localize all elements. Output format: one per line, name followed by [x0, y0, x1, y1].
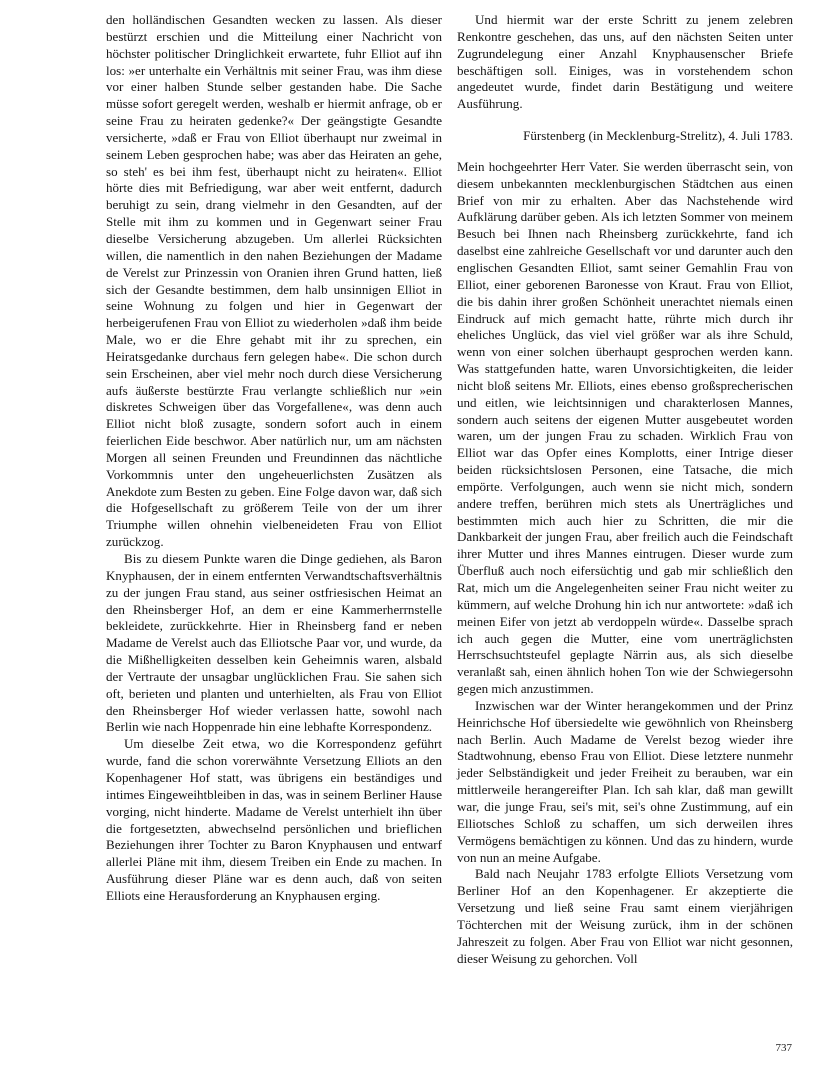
left-paragraph-1: den holländischen Gesandten wecken zu lassen. Als dieser bestürzt erschien und die Mitteilung einer Nachricht von höchster politischer Dringlichkeit erwartete, fuhr Elliot auf ihn los: »er unterhalte ein Verhältnis mit seiner Frau, was ihm diese vor einer halben Stunde selber gestanden habe. Die Sache müsse sofort geregelt werden, weshalb er hiermit anfrage, ob er seine Frau zu heiraten gedenke?« Der geängstigte Gesandte versicherte, »daß er Frau von Elliot überhaupt nur zweimal in seinem Leben gesprochen habe; was aber das Heiraten an gehe, so steh' es bei ihm fest, überhaupt nicht zu heiraten«. Elliot hörte dies mit Befriedigung, war aber weit entfernt, dadurch beruhigt zu sein, drang vielmehr in den Gesandten, auf der Stelle mit ihm zu kommen und in Gegenwart seiner Frau dieselbe Versicherung abzugeben. Um allerlei Rücksichten willen, die namentlich in den nahen Beziehungen der Madame de Verelst zur Prinzessin von Oranien ihren Grund hatten, ließ sich der Gesandte bestimmen, dem halb unsinnigen Elliot in seine Wohnung zu folgen und hier in Gegenwart der herbeigerufenen Frau von Elliot zu wiederholen »daß ihm beide Male, wo er die Ehre gehabt mit ihr zu sprechen, ein Heiratsgedanke durchaus fern gelegen habe«. Die schon durch sein Erscheinen, aber viel mehr noch durch diese Versicherung aufs äußerste bestürzte Frau verlangte schließlich nur »ein diskretes Schweigen über das Vorgefallene«, was denn auch Elliot nicht bloß zusagte, sondern sofort auch in einem feierlichen Eide beschwor. Aber natürlich nur, um am nächsten Morgen all seinen Freunden und Freundinnen das nächtliche Vorkommnis unter den ungeheuerlichsten Zusätzen als Anekdote zum Besten zu geben. Eine Folge davon war, daß sich die Hofgesellschaft zu größerem Teile von der um ihrer Triumphe willen ohnehin vielbeneideten Frau von Elliot zurückzog. [106, 12, 442, 550]
right-intro-paragraph: Und hiermit war der erste Schritt zu jenem zelebren Renkontre geschehen, das uns, auf den nächsten Seiten unter Zugrundelegung einer Anzahl Knyphausenscher Briefe beschäftigen soll. Einiges, was in vorstehendem schon angedeutet wurde, findet darin Bestätigung und weitere Ausführung. [457, 12, 793, 112]
letter-paragraph-2: Inzwischen war der Winter herangekommen und der Prinz Heinrichsche Hof übersiedelte wie gewöhnlich von Rheinsberg nach Berlin. Auch Madame de Verelst bezog wieder ihre Stadtwohnung, ebenso Frau von Elliot. Diese letztere nunmehr jeder Selbständigkeit und jeder Freiheit zu berauben, war ein mittlerweile herangereifter Plan. Ich sah klar, daß man gewillt war, die junge Frau, sei's mit, sei's ohne Zustimmung, auf ein Elliotsches Schloß zu schaffen, um sich derweilen ihres Vermögens bemächtigen zu können. Und das zu hindern, wurde von nun an meine Aufgabe. [457, 697, 793, 865]
left-column [106, 12, 442, 905]
left-paragraph-2: Bis zu diesem Punkte waren die Dinge gediehen, als Baron Knyphausen, der in einem entfernten Verwandtschaftsverhältnis zu der jungen Frau stand, aus seiner ostfriesischen Heimat an den Rheinsberger Hof, an dem er eine Kammerherrnstelle bekleidete, zurückkehrte. Hier in Rheinsberg fand er neben Madame de Verelst auch das Elliotsche Paar vor, und wurde, da die Mißhelligkeiten desselben kein Geheimnis waren, alsbald der Vertraute der unsagbar unglücklichen Frau. Sie sahen sich oft, berieten und planten und unterhielten, als Frau von Elliot den Rheinsberger Hof wieder verlassen hatte, sowohl nach Berlin wie nach Hoppenrade hin eine lebhafte Korrespondenz. [106, 551, 442, 735]
letter-paragraph-1: Mein hochgeehrter Herr Vater. Sie werden überrascht sein, von diesem unbekannten mecklenburgischen Städtchen aus einen Brief von mir zu erhalten. Aber das Nachstehende wird Aufklärung darüber geben. Als ich letzten Sommer von meinem Besuch bei Ihnen nach Rheinsberg zurückkehrte, fand ich daselbst eine zahlreiche Gesellschaft vor und darunter auch den englischen Gesandten Elliot, samt seiner Gemahlin Frau von Elliot, einer geborenen Baronesse von Kraut. Frau von Elliot, die bis dahin ihrer großen Schönheit unerachtet niemals einen Eindruck auf mich gemacht hatte, rührte mich durch ihr eheliches Unglück, das viel viel größer war als ihre Schuld, wenn von einer solchen überhaupt gesprochen werden kann. Was stattgefunden hatte, waren Unvorsichtigkeiten, die leider nicht bloß seitens Mr. Elliots, eines ebenso großsprecherischen und eitlen, wie leichtsinnigen und charakterlosen Mannes, sondern auch seitens der eigenen Mutter ausgebeutet worden waren, um der jungen Frau zu schaden. Wirklich Frau von Elliot war das Opfer eines Komplotts, einer Intrige dieser beiden rücksichtslosen Personen, eine Tatsache, die mich empörte. Verfolgungen, auch wenn sie nicht mich, sondern andere treffen, berühren mich stets als Unerträgliches und bestimmten mich auch hier zu Schritten, die mir die Dankbarkeit der jungen Frau, aber freilich auch die Feindschaft ihrer Mutter und ihres Mannes eintrugen. Dieser wurde zum Überfluß auch noch eifersüchtig und gab mir schließlich den Rat, mich um die Angelegenheiten seiner Frau nicht weiter zu kümmern, auf welche Drohung hin ich nur antwortete: »daß ich meinen Eifer von jetzt ab verdoppeln würde«. Dasselbe sprach ich auch gegen die Mutter, eine vom unerträglichsten Herrschsuchtsteufel geplagte Närrin aus, als sich dieselbe veranlaßt sah, einen ähnlich hohen Ton wie der Schwiegersohn gegen mich anzustimmen. [457, 158, 793, 697]
letter-paragraph-3: Bald nach Neujahr 1783 erfolgte Elliots Versetzung vom Berliner Hof an den Kopenhagener. Er akzeptierte die Versetzung und ließ seine Frau samt einem vierjährigen Töchterchen mit der Weisung zurück, ihm in der schönen Jahreszeit zu folgen. Aber Frau von Elliot war nicht gesonnen, dieser Weisung zu gehorchen. Voll [457, 866, 793, 966]
right-column [457, 12, 793, 967]
letter-dateline: Fürstenberg (in Mecklenburg-Strelitz), 4. Juli 1783. [523, 128, 793, 144]
left-paragraph-3: Um dieselbe Zeit etwa, wo die Korrespondenz geführt wurde, fand die schon vorerwähnte Versetzung Elliots an den Kopenhagener Hof statt, was übrigens ein beständiges und intimes Eingeweihtbleiben in das, was in seinem Berliner Hause vorging, nicht hinderte. Madame de Verelst unterhielt ihn über die fortgesetzten, abwechselnd persönlichen und brieflichen Beziehungen ihrer Tochter zu Baron Knyphausen und entwarf allerlei Pläne mit ihm, diesem Treiben ein Ende zu machen. In Ausführung dieser Pläne war es denn auch, daß von seiten Elliots eine Herausforderung an Knyphausen erging. [106, 736, 442, 903]
page-number: 737 [775, 1042, 792, 1054]
